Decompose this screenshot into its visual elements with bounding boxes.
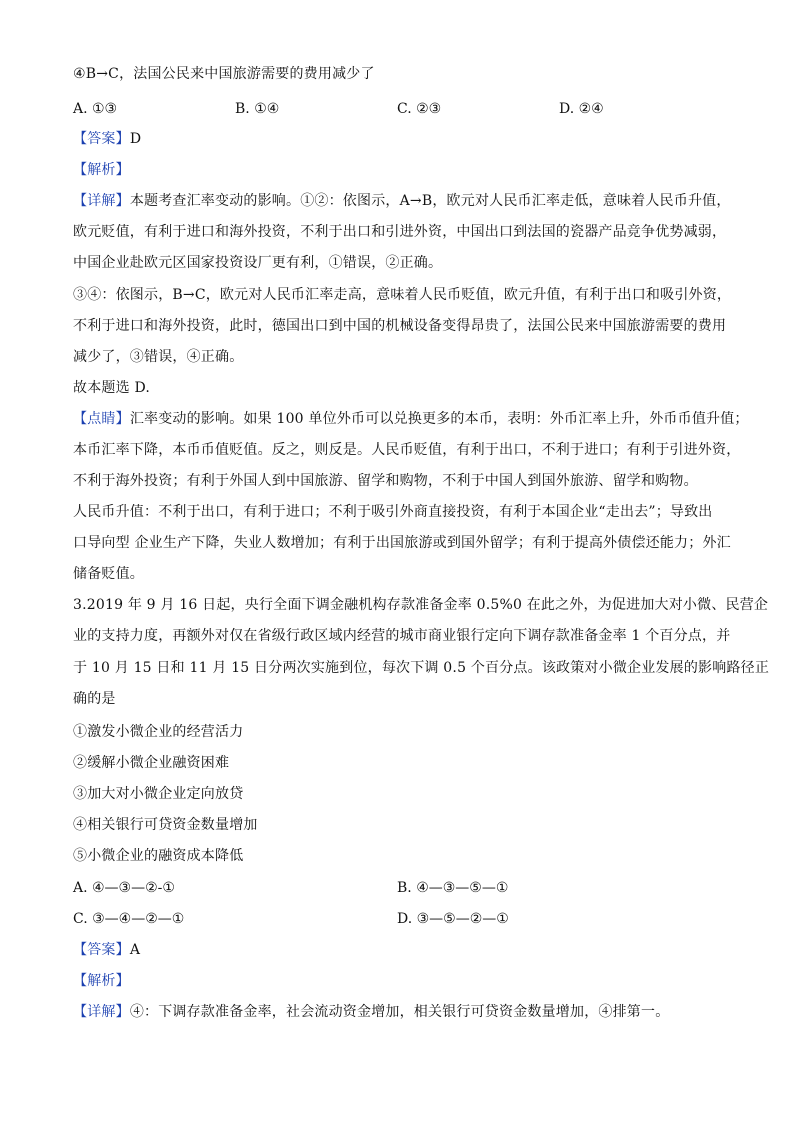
q3-stem-line-2: 业的支持力度，再额外对仅在省级行政区域内经营的城市商业银行定向下调存款准备金率 1 个百分点，并 xyxy=(73,628,731,644)
q3-answer-line xyxy=(73,940,140,960)
point-tag: 【点睛】 xyxy=(73,411,130,427)
q2-point-line-2: 本币汇率下降，本币币值贬值。反之，则反是。人民币贬值，有利于出口，不利于进口；有利于引进外资， xyxy=(73,442,741,458)
q2-answer-line xyxy=(73,129,141,149)
q2-option-c: C. ②③ xyxy=(397,101,442,117)
q3-option-b: B. ④—③—⑤—① xyxy=(397,880,509,896)
q2-point-line-3: 不利于海外投资；有利于外国人到中国旅游、留学和购物，不利于中国人到国外旅游、留学和购物。 xyxy=(73,473,698,489)
q3-item-3: ③加大对小微企业定向放贷 xyxy=(73,786,244,802)
q2-point-line-6: 储备贬值。 xyxy=(73,566,144,582)
q2-conclusion: 故本题选 D. xyxy=(73,380,151,396)
answer-tag: 【答案】 xyxy=(73,131,130,147)
detail-tag: 【详解】 xyxy=(73,193,130,209)
q2-option-b: B. ①④ xyxy=(235,101,280,117)
q3-detail-line-1 xyxy=(73,1002,669,1022)
q3-item-5: ⑤小微企业的融资成本降低 xyxy=(73,848,244,864)
q2-point-line-4: 人民币升值：不利于出口，有利于进口；不利于吸引外商直接投资，有利于本国企业“走出去”；导致出 xyxy=(73,504,713,520)
q2-detail-line-3: 中国企业赴欧元区国家投资设厂更有利，①错误，②正确。 xyxy=(73,255,443,271)
q2-detail-line-1 xyxy=(73,191,731,211)
point-text: 汇率变动的影响。如果 100 单位外币可以兑换更多的本币，表明：外币汇率上升，外币币值升值； xyxy=(129,411,749,427)
q3-option-c: C. ③—④—②—① xyxy=(73,911,185,927)
q3-stem-line-3: 于 10 月 15 日和 11 月 15 日分两次实施到位，每次下调 0.5 个百分点。该政策对小微企业发展的影响路径正 xyxy=(73,660,770,676)
q2-option-a: A. ①③ xyxy=(73,101,118,117)
q2-item-4: ④B→C，法国公民来中国旅游需要的费用减少了 xyxy=(73,66,375,82)
analysis-tag: 【解析】 xyxy=(73,973,130,989)
q3-item-4: ④相关银行可贷资金数量增加 xyxy=(73,817,258,833)
answer-value: A xyxy=(129,942,141,958)
q2-detail-line-6: 减少了，③错误，④正确。 xyxy=(73,349,244,365)
q2-point-line-1 xyxy=(73,409,749,429)
q3-stem-line-4: 确的是 xyxy=(73,691,116,707)
q2-point-line-5: 口导向型 企业生产下降，失业人数增加；有利于出国旅游或到国外留学；有利于提高外债偿还能力；外汇 xyxy=(73,535,731,551)
q2-detail-line-2: 欧元贬值，有利于进口和海外投资，不利于出口和引进外资，中国出口到法国的瓷器产品竞争优势减弱， xyxy=(73,224,727,240)
q3-option-a: A. ④—③—②-① xyxy=(73,880,175,896)
answer-value: D xyxy=(129,131,142,147)
answer-tag: 【答案】 xyxy=(73,942,130,958)
q3-option-d: D. ③—⑤—②—① xyxy=(397,911,509,927)
q3-item-1: ①激发小微企业的经营活力 xyxy=(73,724,244,740)
detail-text: 本题考查汇率变动的影响。①②：依图示，A→B，欧元对人民币汇率走低，意味着人民币升值， xyxy=(129,193,731,209)
detail-tag: 【详解】 xyxy=(73,1004,130,1020)
q3-item-2: ②缓解小微企业融资困难 xyxy=(73,755,230,771)
q3-stem-line-1: 3.2019 年 9 月 16 日起，央行全面下调金融机构存款准备金率 0.5%0 在此之外，为促进加大对小微、民营企 xyxy=(73,597,769,613)
analysis-tag: 【解析】 xyxy=(73,162,130,178)
q2-option-d: D. ②④ xyxy=(559,101,604,117)
detail-text: ④：下调存款准备金率，社会流动资金增加，相关银行可贷资金数量增加，④排第一。 xyxy=(129,1004,670,1020)
q2-detail-line-4: ③④：依图示，B→C，欧元对人民币汇率走高，意味着人民币贬值，欧元升值，有利于出口和吸引外资， xyxy=(73,287,732,303)
q2-detail-line-5: 不利于进口和海外投资，此时，德国出口到中国的机械设备变得昂贵了，法国公民来中国旅游需要的费用 xyxy=(73,318,727,334)
